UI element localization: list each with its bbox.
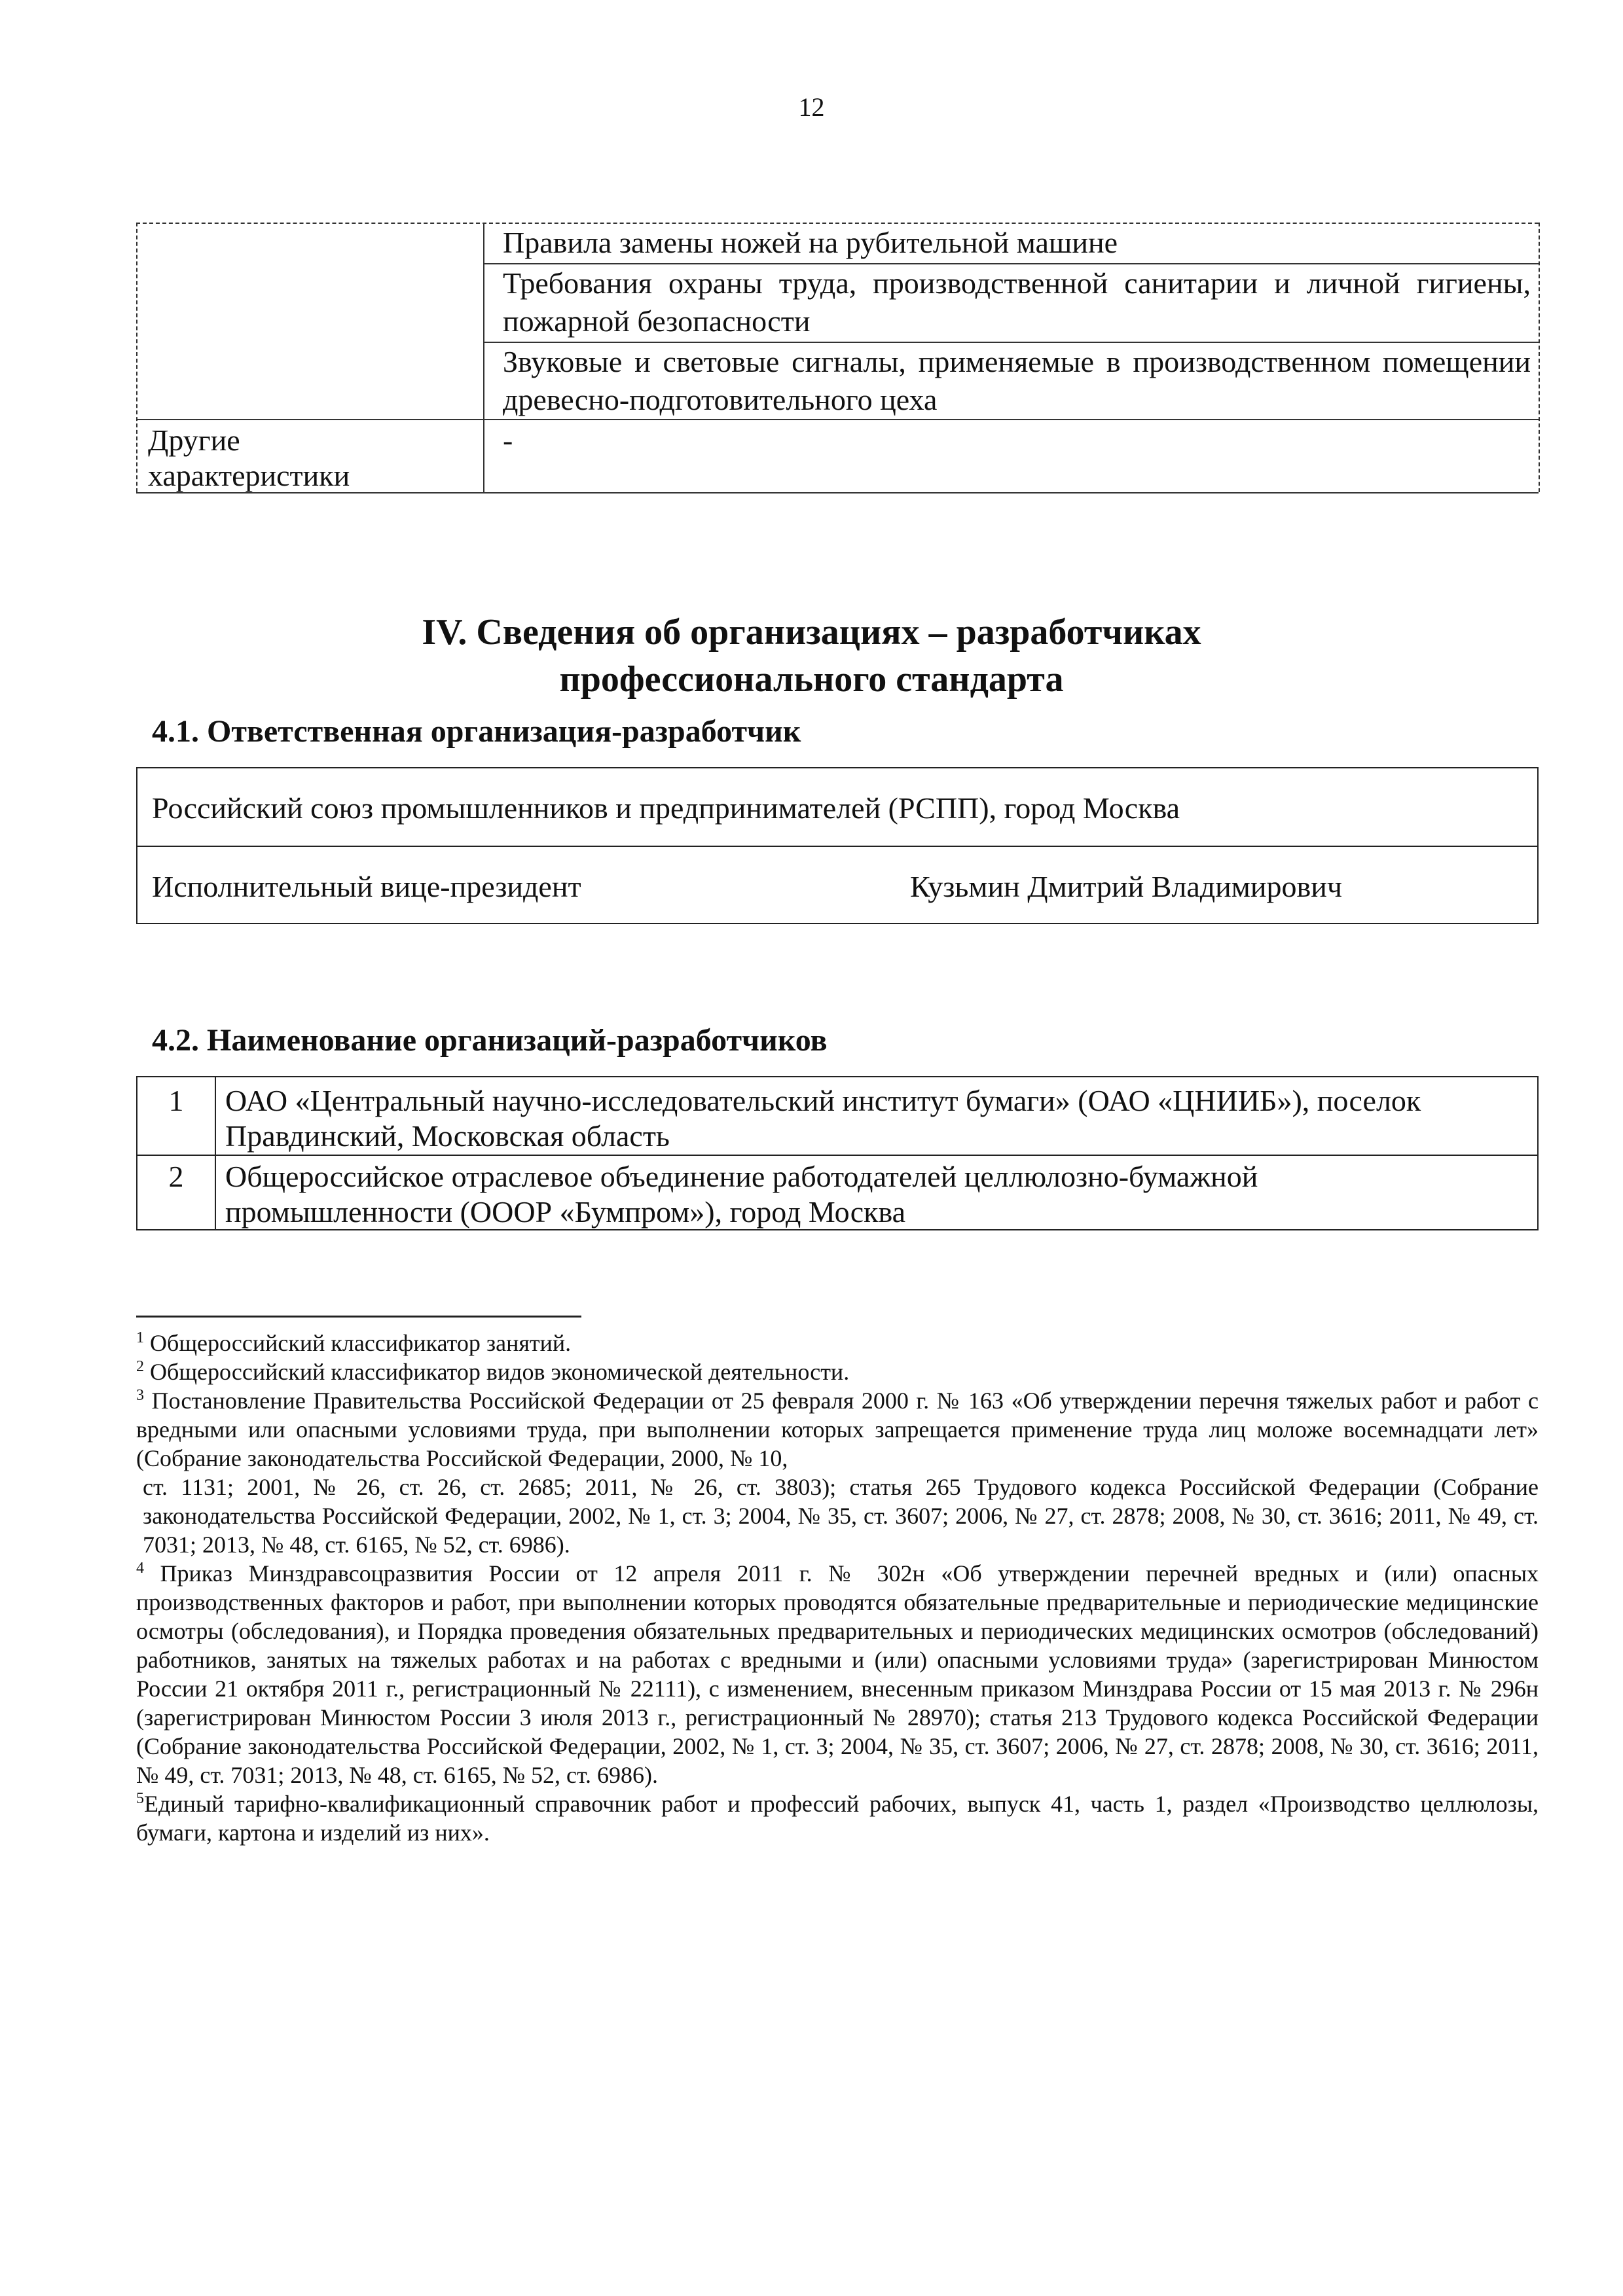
footnote-3-continued <box>136 1473 1539 1559</box>
responsible-org-person: Кузьмин Дмитрий Владимирович <box>910 870 1342 903</box>
footnote-text: Общероссийский классификатор видов экономической деятельности. <box>150 1359 850 1385</box>
developer-number: 1 <box>168 1084 184 1117</box>
other-characteristics-label-line1: Другие <box>148 423 240 457</box>
footnote-text: Общероссийский классификатор занятий. <box>150 1330 572 1356</box>
developer-name-line1: Общероссийское отраслевое объединение работодателей целлюлозно-бумажной <box>225 1160 1258 1193</box>
table-left-border <box>136 223 137 492</box>
table-row-divider <box>137 1155 1537 1156</box>
section-title-line2: профессионального стандарта <box>559 659 1064 700</box>
table-row-divider <box>136 419 1539 420</box>
footnote-1 <box>136 1329 1539 1357</box>
developers-heading: 4.2. Наименование организаций-разработчиков <box>152 1023 828 1058</box>
footnote-text: Приказ Минздравсоцразвития России от 12 апреля 2011 г. № 302н «Об утверждении перечней вредных и (или) опасных производственных факторов и работ, при выполнении которых проводятся обязательные предварительные и периодические медицинские осмотры (обследования), и Порядка проведения обязательных предварительных и периодических медицинских осмотров (обследований) работников, занятых на тяжелых работах и на работах с вредными и (или) опасными условиями труда» (зарегистрирован Минюстом России 21 октября 2011 г., регистрационный № 22111), с изменением, внесенным приказом Минздрава России от 15 мая 2013 г. № 296н (зарегистрирован Минюстом России 3 июля 2013 г., регистрационный № 28970); статья 213 Трудового кодекса Российской Федерации (Собрание законодательства Российской Федерации, 2002, № 1, ст. 3; 2004, № 35, ст. 3607; 2006, № 27, ст. 2878; 2008, № 30, ст. 3616; 2011, № 49, ст. 7031; 2013, № 48, ст. 6165, № 52, ст. 6986). <box>136 1560 1539 1788</box>
table-cell: Звуковые и световые сигналы, применяемые в производственном помещении древесно-подготовительного цеха <box>503 345 1531 416</box>
table-right-border <box>1539 223 1540 492</box>
page-number: 12 <box>798 92 825 122</box>
developer-name-line2: Правдинский, Московская область <box>225 1119 670 1153</box>
responsible-org-name: Российский союз промышленников и предпринимателей (РСПП), город Москва <box>152 791 1180 825</box>
footnote-2 <box>136 1357 1539 1386</box>
footnote-mark: 1 <box>136 1329 144 1346</box>
footnote-5 <box>136 1789 1539 1847</box>
footnote-mark: 2 <box>136 1358 144 1375</box>
other-characteristics-label-line2: характеристики <box>148 459 350 492</box>
developers-table <box>136 1076 1539 1230</box>
footnote-mark: 4 <box>136 1560 144 1577</box>
table-cell: Требования охраны труда, производственной санитарии и личной гигиены, пожарной безопасности <box>503 266 1531 338</box>
responsible-org-heading: 4.1. Ответственная организация-разработчик <box>152 714 801 749</box>
section-title-line1: IV. Сведения об организациях – разработчиках <box>422 612 1201 653</box>
responsible-org-role: Исполнительный вице-президент <box>152 870 581 903</box>
table-column-divider <box>483 223 484 492</box>
table-cell: Правила замены ножей на рубительной машине <box>503 226 1118 259</box>
footnote-3 <box>136 1386 1539 1473</box>
footnote-text: Постановление Правительства Российской Федерации от 25 февраля 2000 г. № 163 «Об утверждении перечня тяжелых работ и работ с вредными или опасными условиями труда, при выполнении которых запрещается применение труда лиц моложе восемнадцати лет» (Собрание законодательства Российской Федерации, 2000, № 10, <box>136 1388 1539 1471</box>
table-column-divider <box>215 1077 216 1229</box>
footnote-text: ст. 1131; 2001, № 26, ст. 26, ст. 2685; 2011, № 26, ст. 3803); статья 265 Трудового кодекса Российской Федерации (Собрание законодательства Российской Федерации, 2002, № 1, ст. 3; 2004, № 35, ст. 3607; 2006, № 27, ст. 2878; 2008, № 30, ст. 3616; 2011, № 49, ст. 7031; 2013, № 48, ст. 6165, № 52, ст. 6986). <box>143 1474 1539 1558</box>
responsible-org-table <box>136 767 1539 924</box>
footnote-4 <box>136 1559 1539 1789</box>
developer-name-line1: ОАО «Центральный научно-исследовательский институт бумаги» (ОАО «ЦНИИБ»), поселок <box>225 1084 1421 1117</box>
other-characteristics-value: - <box>503 423 513 457</box>
table-row-divider <box>137 846 1537 847</box>
developer-number: 2 <box>168 1160 184 1193</box>
developer-name-line2: промышленности (ОООР «Бумпром»), город Москва <box>225 1195 906 1229</box>
footnote-mark: 3 <box>136 1387 144 1404</box>
footnote-mark: 5 <box>136 1790 144 1807</box>
footnotes <box>136 1329 1539 1847</box>
footnote-separator <box>136 1316 581 1318</box>
footnote-text: Единый тарифно-квалификационный справочник работ и профессий рабочих, выпуск 41, часть 1, раздел «Производство целлюлозы, бумаги, картона и изделий из них». <box>136 1791 1539 1846</box>
